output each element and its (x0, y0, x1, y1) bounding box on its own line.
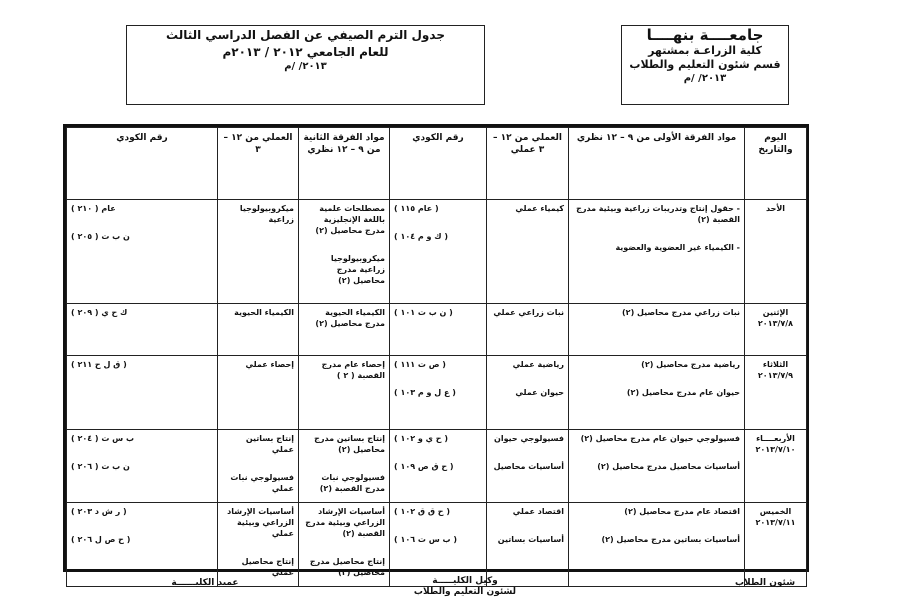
cell-code1 (390, 304, 487, 356)
cell-code2 (67, 200, 218, 304)
course-code: ( ص ت ١١١ ) (394, 360, 446, 369)
day-name: الإثنين (762, 308, 789, 317)
cell-subjects2 (299, 200, 390, 304)
cell-code1 (390, 503, 487, 587)
course-entry: إنتاج بساتين عملي (245, 434, 294, 454)
course-entry: إنتاج بساتين مدرج محاصيل (٢) (314, 434, 385, 454)
cell-practical2 (218, 304, 299, 356)
header-code-first: رقم الكودي (390, 128, 487, 200)
day-name: الثلاثاء (762, 360, 789, 369)
cell-subjects1 (569, 200, 745, 304)
header-day: اليوم والتاريخ (745, 128, 807, 200)
day-date: ٢٠١٣/٧/١١ (755, 518, 796, 527)
course-entry: حيوان عملي (515, 388, 564, 397)
course-code: ( ع ل و م ١٠٣ ) (394, 388, 456, 397)
cell-practical1 (487, 304, 569, 356)
dean-signature: عميد الكليــــــة (171, 578, 239, 588)
cell-subjects2 (299, 304, 390, 356)
course-entry: كيمياء عملي (515, 204, 564, 213)
vice-dean-subtitle: لشئون التعليم والطلاب (413, 587, 517, 597)
table-row (67, 304, 807, 356)
course-code: ب س ت ( ٢٠٤ ) (71, 434, 135, 443)
academic-year: للعام الجامعي ٢٠١٢ / ٢٠١٣م (222, 45, 389, 59)
table-row (67, 503, 807, 587)
course-entry: إحصاء عام مدرج القصبة ( ٢ ) (321, 360, 385, 380)
header-right-date: ٢٠١٣/ /م (683, 73, 727, 84)
course-entry: رياضية عملي (512, 360, 564, 369)
department-name: قسم شئون التعليم والطلاب (629, 58, 781, 71)
course-code: ( ك و م ١٠٤ ) (394, 232, 449, 241)
table-row (67, 356, 807, 430)
cell-subjects1 (569, 304, 745, 356)
cell-code2 (67, 503, 218, 587)
course-entry: أساسيات بساتين مدرج محاصيل (٢) (601, 535, 740, 544)
cell-code1 (390, 430, 487, 503)
cell-practical1 (487, 200, 569, 304)
cell-day (745, 356, 807, 430)
cell-day (745, 430, 807, 503)
table-header-row (67, 128, 807, 200)
day-name: الخميس (759, 507, 792, 516)
header-subjects-second: مواد الفرقة الثانية من ٩ – ١٢ نظري (299, 128, 390, 200)
course-entry: فسيولوجي نبات عملي (230, 473, 294, 493)
cell-subjects2 (299, 356, 390, 430)
course-entry: فسيولوجي حيوان عام مدرج محاصيل (٢) (580, 434, 740, 443)
header-right-box (621, 25, 789, 105)
vice-dean-signature (410, 576, 520, 598)
header-practical-first: العملي من ١٢ – ٣ عملي (487, 128, 569, 200)
course-entry: أساسيات الإرشاد الزراعي وبيئية مدرج القصبة (٢) (305, 507, 385, 538)
course-code: ( ح ي و ١٠٢ ) (394, 434, 448, 443)
vice-dean-title: وكيل الكليـــــة (432, 576, 498, 586)
course-code: ( ن ب ت ١٠١ ) (394, 308, 453, 317)
cell-day (745, 503, 807, 587)
course-entry: فسيولوجي حيوان (494, 434, 564, 443)
course-entry: فسيولوجي نبات مدرج القصبة (٢) (319, 473, 385, 493)
cell-code1 (390, 356, 487, 430)
course-entry: إنتاج محاصيل مدرج محاصيل (٢) (309, 557, 385, 577)
cell-subjects1 (569, 430, 745, 503)
cell-code2 (67, 356, 218, 430)
cell-practical1 (487, 430, 569, 503)
course-entry: أساسيات محاصيل (493, 462, 564, 471)
course-entry: نبات زراعي عملي (493, 308, 564, 317)
course-entry: نبات زراعي مدرج محاصيل (٢) (622, 308, 740, 317)
course-code: ن ب ت ( ٢٠٥ ) (71, 232, 130, 241)
course-code: ( ب س ت ١٠٦ ) (394, 535, 458, 544)
course-entry: ميكروبيولوجيا زراعية (239, 204, 294, 224)
day-date: ٢٠١٣/٧/١٠ (755, 445, 796, 454)
course-code: ( ق ل ح ٢١١ ) (71, 360, 127, 369)
faculty-name: كلية الزراعـة بمشتهر (648, 44, 762, 57)
course-entry: الكيمياء الحيوية (234, 308, 294, 317)
course-entry: أساسيات محاصيل مدرج محاصيل (٢) (597, 462, 740, 471)
cell-subjects2 (299, 503, 390, 587)
student-affairs-signature: شئون الطلاب (734, 578, 796, 588)
course-entry: مصطلحات علمية باللغة الإنجليزية مدرج محاصيل (٢) (315, 204, 385, 235)
cell-day (745, 304, 807, 356)
cell-subjects1 (569, 356, 745, 430)
course-code: عام ( ٢١٠ ) (71, 204, 116, 213)
course-code: ( ح ص ل ٢٠٦ ) (71, 535, 131, 544)
header-left-date: ٢٠١٣/ /م (284, 61, 327, 72)
cell-practical2 (218, 503, 299, 587)
header-practical-second: العملي من ١٢ – ٣ (218, 128, 299, 200)
cell-practical1 (487, 356, 569, 430)
schedule-table (66, 127, 807, 587)
course-entry: أساسيات الإرشاد الزراعي وبيئية عملي (227, 507, 294, 538)
course-entry: الكيمياء الحيوية مدرج محاصيل (٢) (315, 308, 385, 328)
course-code: ن ب ت ( ٢٠٦ ) (71, 462, 130, 471)
table-row (67, 200, 807, 304)
course-entry: أساسيات بساتين (497, 535, 564, 544)
course-entry: - الكيمياء غير العضوية والعضوية (615, 243, 740, 252)
course-code: ( ر ش د ٢٠٣ ) (71, 507, 127, 516)
cell-practical1 (487, 503, 569, 587)
schedule-table-frame (63, 124, 809, 577)
cell-subjects1 (569, 503, 745, 587)
course-code: ( ح ق ق ١٠٢ ) (394, 507, 450, 516)
course-entry: رياضية مدرج محاصيل (٢) (641, 360, 740, 369)
course-entry: - حقول إنتاج وتدريبات زراعية وبيئية مدرج القصبة (٢) (576, 204, 740, 224)
course-code: ( عام ١١٥ ) (394, 204, 439, 213)
course-code: ( ح ق ص ١٠٩ ) (394, 462, 454, 471)
cell-code2 (67, 430, 218, 503)
day-date: ٢٠١٣/٧/٩ (757, 371, 794, 380)
course-entry: اقتصاد عام مدرج محاصيل (٢) (624, 507, 740, 516)
cell-day (745, 200, 807, 304)
table-body (67, 200, 807, 587)
cell-code2 (67, 304, 218, 356)
cell-code1 (390, 200, 487, 304)
course-entry: اقتصاد عملي (512, 507, 564, 516)
header-left-box (126, 25, 485, 105)
cell-practical2 (218, 430, 299, 503)
day-name: الأحد (765, 204, 786, 213)
university-name: جامعــــة بنهــــا (646, 26, 764, 44)
course-entry: إنتاج محاصيل عملي (241, 557, 294, 577)
table-row (67, 430, 807, 503)
cell-subjects2 (299, 430, 390, 503)
header-subjects-first: مواد الفرقة الأولى من ٩ – ١٢ نظري (569, 128, 745, 200)
course-entry: إحصاء عملي (245, 360, 294, 369)
schedule-title: جدول الترم الصيفي عن الفصل الدراسي الثالث (166, 28, 445, 42)
header-code-second: رقم الكودي (67, 128, 218, 200)
day-date: ٢٠١٣/٧/٨ (757, 319, 794, 328)
course-entry: حيوان عام مدرج محاصيل (٢) (626, 388, 740, 397)
course-entry: ميكروبيولوجيا زراعية مدرج محاصيل (٢) (330, 254, 385, 285)
day-name: الأربعــــاء (756, 434, 795, 443)
course-code: ك ح ي ( ٢٠٩ ) (71, 308, 128, 317)
cell-practical2 (218, 356, 299, 430)
cell-practical2 (218, 200, 299, 304)
